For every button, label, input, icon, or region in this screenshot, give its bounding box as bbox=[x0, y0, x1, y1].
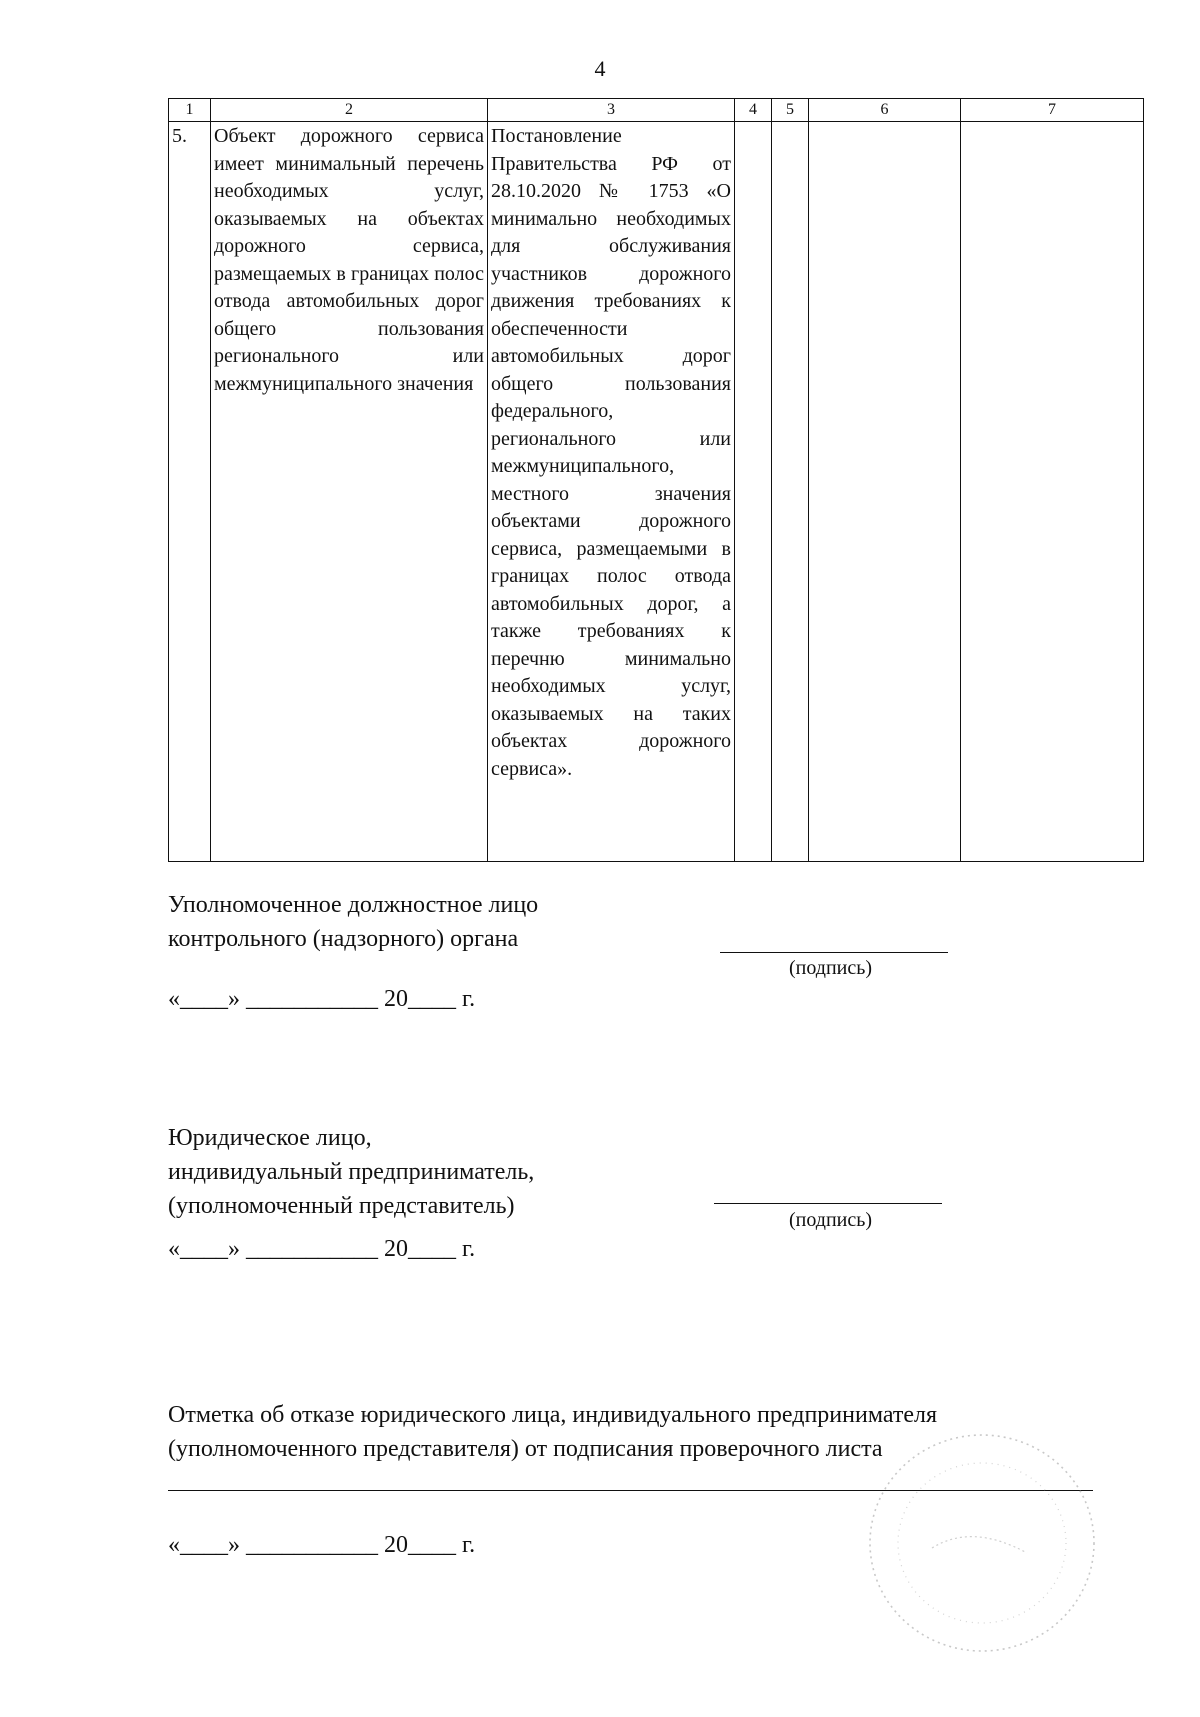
column-header: 4 bbox=[735, 99, 772, 122]
checklist-table bbox=[168, 98, 1144, 862]
official-signature-line bbox=[720, 952, 948, 953]
entity-block bbox=[168, 1121, 534, 1223]
requirement-cell: Объект дорожного сервиса имеет минимальный перечень необходимых услуг, оказываемых на объектах дорожного сервиса, размещаемых в границах полос отвода автомобильных дорог общего пользования регионального или межмуниципального значения bbox=[211, 122, 488, 862]
cell-col-4 bbox=[735, 122, 772, 862]
column-header: 5 bbox=[772, 99, 809, 122]
entity-date: «____» ___________ 20____ г. bbox=[168, 1236, 476, 1262]
refusal-date: «____» ___________ 20____ г. bbox=[168, 1532, 476, 1558]
official-signature-caption: (подпись) bbox=[789, 957, 873, 979]
refusal-line-2: (уполномоченного представителя) от подписания проверочного листа bbox=[168, 1436, 883, 1462]
official-line-1: Уполномоченное должностное лицо bbox=[168, 892, 539, 918]
refusal-block bbox=[168, 1398, 937, 1466]
entity-signature-caption: (подпись) bbox=[789, 1209, 873, 1231]
official-block bbox=[168, 888, 538, 956]
legal-basis-cell: Постановление Правительства РФ от 28.10.2020 № 1753 «О минимально необходимых для обслуживания участников дорожного движения требованиях к обеспеченности автомобильных дорог общего пользования федерального, регионального или межмуниципального, местного значения объектами дорожного сервиса, размещаемыми в границах полос отвода автомобильных дорог, а также требованиях к перечню минимально необходимых услуг, оказываемых на таких объектах дорожного сервиса». bbox=[488, 122, 735, 862]
column-header: 6 bbox=[809, 99, 961, 122]
cell-col-6 bbox=[809, 122, 961, 862]
column-header: 7 bbox=[961, 99, 1144, 122]
stamp-imprint-icon bbox=[862, 1428, 1102, 1658]
table-header-row bbox=[169, 99, 1144, 122]
cell-col-7 bbox=[961, 122, 1144, 862]
entity-signature-line bbox=[714, 1203, 942, 1204]
page-number: 4 bbox=[594, 56, 606, 81]
official-line-2: контрольного (надзорного) органа bbox=[168, 926, 519, 952]
entity-line-1: Юридическое лицо, bbox=[168, 1125, 372, 1151]
table-row bbox=[169, 122, 1144, 862]
column-header: 3 bbox=[488, 99, 735, 122]
refusal-line-1: Отметка об отказе юридического лица, индивидуального предпринимателя bbox=[168, 1402, 938, 1428]
official-date: «____» ___________ 20____ г. bbox=[168, 986, 476, 1012]
row-number: 5. bbox=[169, 122, 211, 862]
entity-line-3: (уполномоченный представитель) bbox=[168, 1193, 515, 1219]
cell-col-5 bbox=[772, 122, 809, 862]
entity-line-2: индивидуальный предприниматель, bbox=[168, 1159, 535, 1185]
column-header: 1 bbox=[169, 99, 211, 122]
column-header: 2 bbox=[211, 99, 488, 122]
